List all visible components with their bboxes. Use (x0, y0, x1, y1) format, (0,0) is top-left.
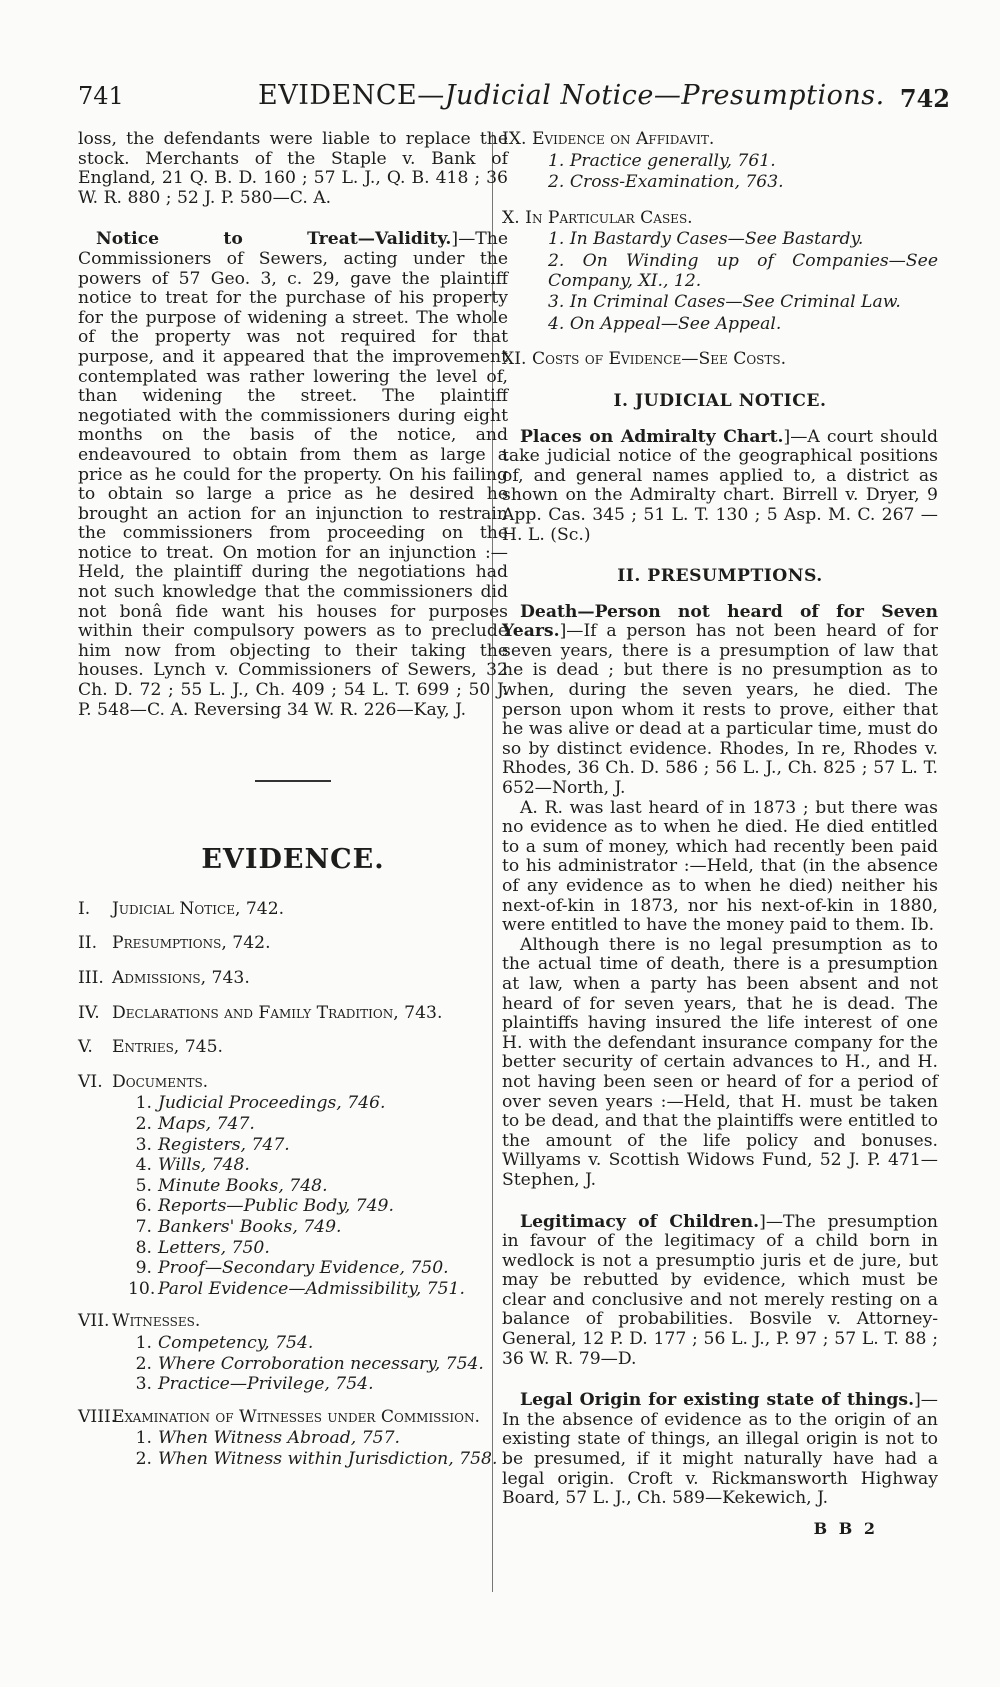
toc-subentry-number: 10. (128, 1278, 156, 1299)
toc-entry-number: II. (78, 933, 98, 954)
toc-entry-label: Admissions, 743. (112, 968, 250, 988)
page-number-left: 741 (78, 82, 124, 110)
legal-origin-paragraph (502, 1391, 938, 1509)
toc-ix: IX. Evidence on Affidavit. (502, 129, 715, 149)
toc-subentry-label: Bankers' Books, 749. (158, 1216, 342, 1237)
toc-subentry-number: 3. (135, 1374, 152, 1395)
page-number-right: 742 (899, 84, 950, 113)
toc-subentry (128, 1136, 508, 1156)
toc-ix-1: 1. Practice generally, 761. (548, 150, 776, 171)
admiralty-paragraph (502, 428, 938, 546)
toc-x-4: 4. On Appeal—See Appeal. (548, 313, 782, 334)
toc-subentry-label: Maps, 747. (158, 1113, 255, 1134)
toc-subentry-label: When Witness Abroad, 757. (158, 1428, 400, 1449)
toc-xi: XI. Costs of Evidence—See Costs. (502, 349, 787, 370)
admiralty-body: ]—A court should take judicial notice of the geographical positions of, and general names applied to, a district as shown on the Admiralty chart. Birrell v. Dryer, 9 App. Cas. 345 ; 51 L. T. 130 ; 5 Asp. M. C. 267 —H. L. (Sc.) (502, 426, 938, 545)
right-column (502, 130, 938, 1538)
toc-entry (78, 1312, 508, 1332)
toc-subentry-number: 4. (135, 1155, 152, 1176)
evidence-table-of-contents (78, 900, 508, 1483)
toc-subentry (128, 1115, 508, 1135)
toc-x-3: 3. In Criminal Cases—See Criminal Law. (548, 292, 901, 313)
death-paragraph-3: Although there is no legal presumption as to the actual time of death, there is a presumption at law, when a party has been absent and not heard of for seven years, that he is dead. The plaintiffs having insured the life interest of one H. with the defendant insurance company for the better security of certain advances to H., and H. not having been seen or heard of for a period of over seven years :—Held, that H. must be taken to be dead, and that the plaintiffs were entitled to the amount of the life policy and bonuses. Willyams v. Scottish Widows Fund, 52 J. P. 471—Stephen, J. (502, 934, 938, 1190)
toc-subentry-label: Registers, 747. (158, 1134, 290, 1155)
legal-origin-heading: Legal Origin for existing state of things. (520, 1390, 915, 1411)
toc-entry (78, 1073, 508, 1093)
toc-subentry-number: 1. (135, 1093, 152, 1114)
toc-entry-label: Presumptions, 742. (112, 933, 271, 954)
toc-entry (78, 900, 508, 920)
notice-to-treat-heading: Notice to Treat—Validity. (96, 229, 452, 250)
death-paragraph-2: A. R. was last heard of in 1873 ; but there was no evidence as to when he died. He died entitled to a sum of money, which had recently been paid to his administrator :—Held, that (in the absence of any evidence as to when he died) neither his next-of-kin in 1873, nor his next-of-kin in 1880, were entitled to have the money paid to them. Ib. (502, 797, 938, 936)
toc-subentry (128, 1156, 508, 1176)
toc-entry (78, 1004, 508, 1024)
toc-entry-number: I. (78, 898, 91, 919)
toc-subentry-label: Minute Books, 748. (158, 1175, 328, 1196)
toc-subentry-number: 5. (135, 1175, 152, 1196)
evidence-title: EVIDENCE. (201, 844, 385, 876)
toc-subentry (128, 1177, 508, 1197)
legal-origin-body: ]—In the absence of evidence as to the origin of an existing state of things, an illegal origin is not to be presumed, if it might naturally have had a legal origin. Croft v. Rickmansworth Highway Board, 57 L. J., Ch. 589—Kekewich, J. (502, 1390, 938, 1509)
notice-to-treat-body: ]—The Commissioners of Sewers, acting under the powers of 57 Geo. 3, c. 29, gave the plaintiff notice to treat for the purchase of his property for the purpose of widening a street. The whole of the property was not required for that purpose, and it appeared that the improvement contemplated was rather lowering the level of, than widening the street. The plaintiff negotiated with the commissioners during eight months on the basis of the notice, and endeavoured to obtain from them as large a price as he could for the property. On his failing to obtain so large a price as he desired he brought an action for an injunction to restrain the commissioners from proceeding on the notice to treat. On motion for an injunction :—Held, the plaintiff during the negotiations had not such knowledge that the commissioners did not bonâ fide want his houses for purposes within their compulsory powers as to preclude him now from objecting to their taking the houses. Lynch v. Commissioners of Sewers, 32 Ch. D. 72 ; 55 L. J., Ch. 409 ; 54 L. T. 699 ; 50 J. P. 548—C. A. Reversing 34 W. R. 226—Kay, J. (78, 229, 508, 720)
toc-subentry-number: 1. (135, 1332, 152, 1353)
toc-subentry (128, 1429, 508, 1449)
toc-entry-label: Witnesses. (112, 1311, 201, 1332)
toc-subentry-label: Parol Evidence—Admissibility, 751. (158, 1278, 465, 1299)
notice-to-treat-paragraph (78, 230, 508, 720)
toc-x-2: 2. On Winding up of Companies—See Company, XI., 12. (548, 250, 938, 291)
toc-subentry-label: Competency, 754. (158, 1332, 314, 1353)
death-heading: Death—Person not heard of for Seven Years. (502, 601, 938, 642)
toc-subentry-number: 2. (135, 1353, 152, 1374)
toc-subentry-number: 7. (135, 1216, 152, 1237)
death-body: ]—If a person has not been heard of for seven years, there is a presumption of law that he is dead ; but there is no presumption as to when, during the seven years, he died. The person upon whom it rests to prove, either that he was alive or dead at a particular time, must do so by distinct evidence. Rhodes, In re, Rhodes v. Rhodes, 36 Ch. D. 586 ; 56 L. J., Ch. 825 ; 57 L. T. 652—North, J. (502, 621, 938, 799)
admiralty-heading: Places on Admiralty Chart. (520, 426, 784, 447)
judicial-notice-heading: I. JUDICIAL NOTICE. (613, 390, 827, 411)
toc-entry-label: Judicial Notice, 742. (112, 898, 285, 919)
toc-subentry-number: 8. (135, 1237, 152, 1258)
toc-subentry-label: Reports—Public Body, 749. (158, 1196, 394, 1217)
death-paragraph (502, 603, 938, 799)
legitimacy-body: ]—The presumption in favour of the legitimacy of a child born in wedlock is not a presumptio juris et de jure, but may be rebutted by evidence, which must be clear and conclusive and not merely resting on a balance of probabilities. Bosvile v. Attorney-General, 12 P. D. 177 ; 56 L. J., P. 97 ; 57 L. T. 88 ; 36 W. R. 79—D. (502, 1211, 938, 1369)
running-title-italic: Judicial Notice—Presumptions. (444, 80, 885, 111)
toc-entry (78, 1408, 508, 1428)
toc-subentry-number: 1. (135, 1428, 152, 1449)
toc-entry-label: Documents. (112, 1071, 209, 1092)
toc-subentry-number: 2. (135, 1113, 152, 1134)
toc-x: X. In Particular Cases. (502, 207, 693, 228)
toc-subentry (128, 1259, 508, 1279)
presumptions-heading: II. PRESUMPTIONS. (617, 566, 823, 587)
page-header (78, 78, 950, 126)
continued-paragraph: loss, the defendants were liable to replace the stock. Merchants of the Staple v. Bank of England, 21 Q. B. D. 160 ; 57 L. J., Q. B. 418 ; 36 W. R. 880 ; 52 J. P. 580—C. A. (78, 129, 508, 208)
toc-entry-number: III. (78, 968, 104, 988)
toc-subentry-label: Where Corroboration necessary, 754. (158, 1353, 484, 1374)
left-column (78, 130, 508, 1482)
toc-subentry (128, 1197, 508, 1217)
toc-subentry-label: Practice—Privilege, 754. (158, 1374, 374, 1395)
toc-subentry-label: Letters, 750. (158, 1237, 270, 1258)
toc-entry (78, 1038, 508, 1058)
signature-mark: B B 2 (813, 1518, 878, 1538)
toc-subentry (128, 1094, 508, 1114)
running-title-main: EVIDENCE— (258, 80, 445, 111)
toc-subentry (128, 1239, 508, 1259)
toc-subentry (128, 1355, 508, 1375)
toc-subentry (128, 1334, 508, 1354)
toc-entry-label: Examination of Witnesses under Commission. (112, 1406, 480, 1427)
toc-subentry-label: Wills, 748. (158, 1155, 250, 1176)
toc-entry (78, 969, 508, 989)
toc-subentry (128, 1375, 508, 1395)
running-title (258, 80, 885, 111)
toc-subentry-label: Judicial Proceedings, 746. (158, 1093, 386, 1114)
toc-subentry (128, 1450, 508, 1470)
toc-subentry-number: 9. (135, 1258, 152, 1279)
toc-entry-number: IV. (78, 1002, 100, 1023)
toc-subentry-label: Proof—Secondary Evidence, 750. (158, 1258, 449, 1279)
toc-entry-number: VIII. (78, 1406, 117, 1427)
toc-entry-label: Declarations and Family Tradition, 743. (112, 1002, 443, 1023)
toc-subentry (128, 1280, 508, 1300)
legitimacy-heading: Legitimacy of Children. (520, 1211, 760, 1232)
toc-subentry-number: 3. (135, 1134, 152, 1155)
toc-entry-number: VI. (78, 1071, 103, 1092)
toc-subentry (128, 1218, 508, 1238)
toc-ix-2: 2. Cross-Examination, 763. (548, 172, 784, 193)
toc-entry-label: Entries, 745. (112, 1037, 224, 1058)
toc-entry-number: VII. (78, 1311, 110, 1332)
legitimacy-paragraph (502, 1213, 938, 1370)
toc-x-1: 1. In Bastardy Cases—See Bastardy. (548, 229, 864, 250)
toc-entry-number: V. (78, 1037, 93, 1058)
toc-entry (78, 934, 508, 954)
toc-subentry-number: 6. (135, 1196, 152, 1217)
toc-subentry-label: When Witness within Jurisdiction, 758. (158, 1448, 498, 1469)
section-divider (255, 780, 331, 782)
toc-subentry-number: 2. (135, 1448, 152, 1469)
